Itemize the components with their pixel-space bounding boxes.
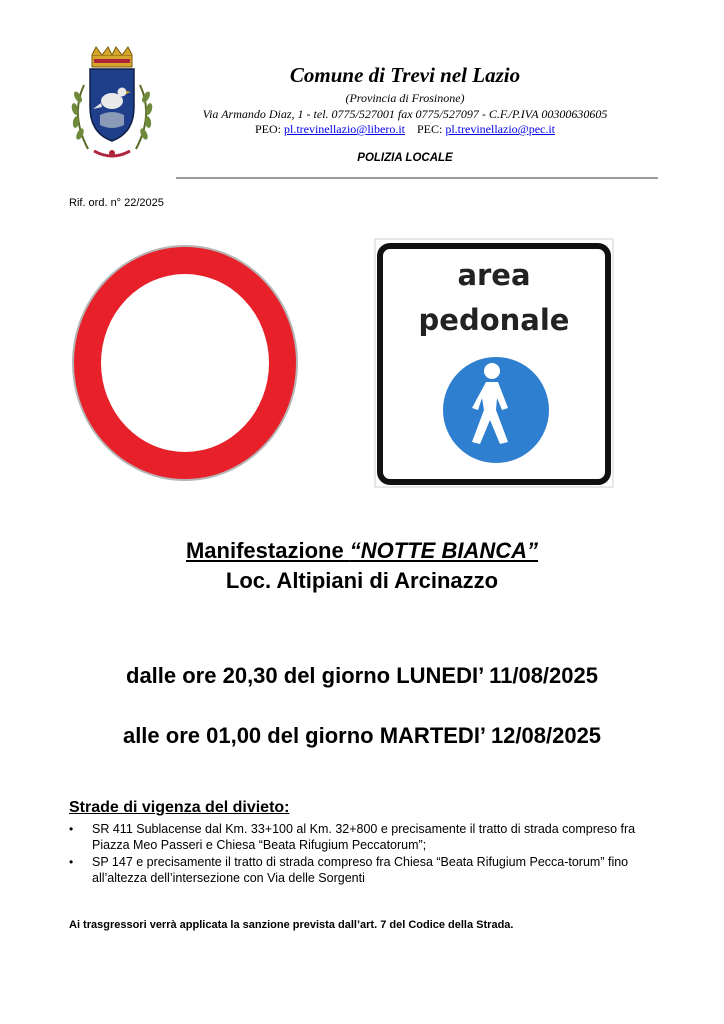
pedestrian-area-sign-icon [374,238,614,488]
road-item-text: SR 411 Sublacense dal Km. 33+100 al Km. 32+800 e precisamente il tratto di strada compreso fra Piazza Meo Passeri e Chiesa “Beata Rifugium Peccatorum”; [92,822,636,852]
event-title [0,538,724,564]
peo-label: PEO: [254,122,281,136]
roads-heading: Strade di vigenza del divieto: [69,799,290,816]
bullet-icon: • [69,855,74,869]
list-item [69,821,659,853]
bullet-icon: • [69,822,74,836]
event-title-prefix: Manifestazione [185,538,350,563]
header-divider [176,177,658,179]
no-transit-sign-icon [70,243,300,483]
peo-email-link[interactable]: pl.trevinellazio@libero.it [283,122,405,136]
end-time: alle ore 01,00 del giorno MARTEDI’ 12/08/2025 [122,723,602,748]
email-line [175,122,635,137]
sign-text-pedonale: pedonale [418,303,570,337]
pec-email-link[interactable]: pl.trevinellazio@pec.it [445,122,556,136]
sanction-notice: Ai trasgressori verrà applicata la sanzione prevista dall’art. 7 del Codice della Strada. [69,919,514,931]
event-location: Loc. Altipiani di Arcinazzo [225,568,499,593]
roads-list [69,821,659,887]
road-item-text: SP 147 e precisamente il tratto di strada compreso fra Chiesa “Beata Rifugium Pecca-torum” fino all’altezza dell’intersezione con Via delle Sorgenti [92,855,629,885]
office-name: POLIZIA LOCALE [357,152,453,164]
coat-of-arms-icon [64,45,160,167]
pec-label: PEC: [417,122,443,136]
start-time: dalle ore 20,30 del giorno LUNEDI’ 11/08/2025 [126,663,598,688]
event-name: “NOTTE BIANCA” [349,538,539,563]
sign-text-area: area [457,258,531,292]
municipality-name: Comune di Trevi nel Lazio [289,63,521,87]
list-item [69,854,659,886]
address-line: Via Armando Diaz, 1 - tel. 0775/527001 fax 0775/527097 - C.F./P.IVA 00300630605 [202,107,608,121]
ordinance-reference: Rif. ord. n° 22/2025 [69,197,164,209]
province-name: (Provincia di Frosinone) [345,91,465,105]
